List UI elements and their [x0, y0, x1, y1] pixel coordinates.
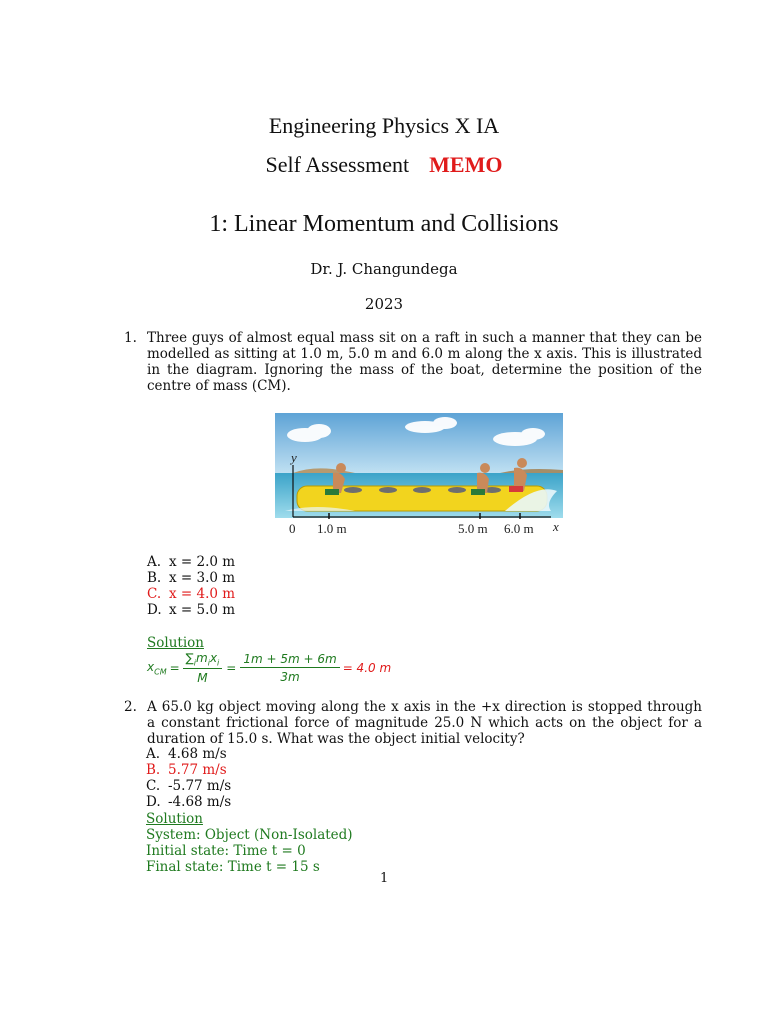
tick-label-0: 0	[289, 521, 296, 536]
page-number: 1	[380, 871, 389, 886]
q1-option-a: A. x = 2.0 m	[147, 554, 236, 570]
question-2	[124, 699, 704, 747]
eq-fraction-2: $\frac{1m + 5m + 6m}{3m}$	[240, 652, 339, 684]
tick-label-5: 5.0 m	[458, 521, 488, 536]
q1-solution-equation: $x_{CM}$ = $\frac{\sum_im_ix_i}{M}$ = $\frac{1m + 5m + 6m}{3m}$ = 4.0 m	[147, 650, 392, 686]
raft-figure	[275, 413, 563, 538]
question-1-number: 1.	[124, 330, 137, 346]
q2-solution-line-3: Final state: Time t = 15 s	[146, 859, 320, 875]
question-2-text: A 65.0 kg object moving along the x axis in the +x direction is stopped through a constant frictional force of magnitude 25.0 N which acts on the object for a duration of 15.0 s. What was the object initial velocity?	[147, 699, 702, 747]
subtitle-line	[0, 152, 768, 178]
q2-option-a: A. 4.68 m/s	[146, 746, 227, 762]
q2-solution-line-2: Initial state: Time t = 0	[146, 843, 306, 859]
tick-label-1: 1.0 m	[317, 521, 347, 536]
q1-solution-heading: Solution	[147, 635, 204, 651]
author: Dr. J. Changundega	[310, 260, 458, 278]
eq-result: = 4.0 m	[342, 661, 392, 675]
question-2-number: 2.	[124, 699, 137, 715]
memo-label: MEMO	[429, 152, 503, 177]
chapter-title: 1: Linear Momentum and Collisions	[209, 211, 559, 237]
q2-solution-heading: Solution	[146, 811, 203, 827]
q1-option-d: D. x = 5.0 m	[147, 602, 236, 618]
tick-label-6: 6.0 m	[504, 521, 534, 536]
raft-illustration	[275, 413, 563, 538]
q2-option-b-correct: B. 5.77 m/s	[146, 762, 227, 778]
y-axis-label: y	[291, 450, 297, 465]
document-title: Engineering Physics X IA	[268, 113, 500, 138]
x-axis-label: x	[553, 519, 559, 534]
q2-option-c: C. -5.77 m/s	[146, 778, 232, 794]
eq-lhs: $x_{CM}$	[147, 659, 167, 677]
subtitle: Self Assessment	[265, 152, 410, 177]
q1-option-c-correct: C. x = 4.0 m	[147, 586, 236, 602]
q1-option-b: B. x = 3.0 m	[147, 570, 236, 586]
q2-solution-line-1: System: Object (Non-Isolated)	[146, 827, 353, 843]
q2-option-d: D. -4.68 m/s	[146, 794, 232, 810]
question-1	[124, 330, 704, 396]
question-1-text: Three guys of almost equal mass sit on a raft in such a manner that they can be modelled as sitting at 1.0 m, 5.0 m and 6.0 m along the x axis. This is illustrated in the diagram. Ignoring the mass of the boat, determine the position of the centre of mass (CM).	[147, 330, 702, 394]
eq-fraction-1: $\frac{\sum_im_ix_i}{M}$	[183, 651, 223, 685]
year: 2023	[364, 295, 404, 313]
